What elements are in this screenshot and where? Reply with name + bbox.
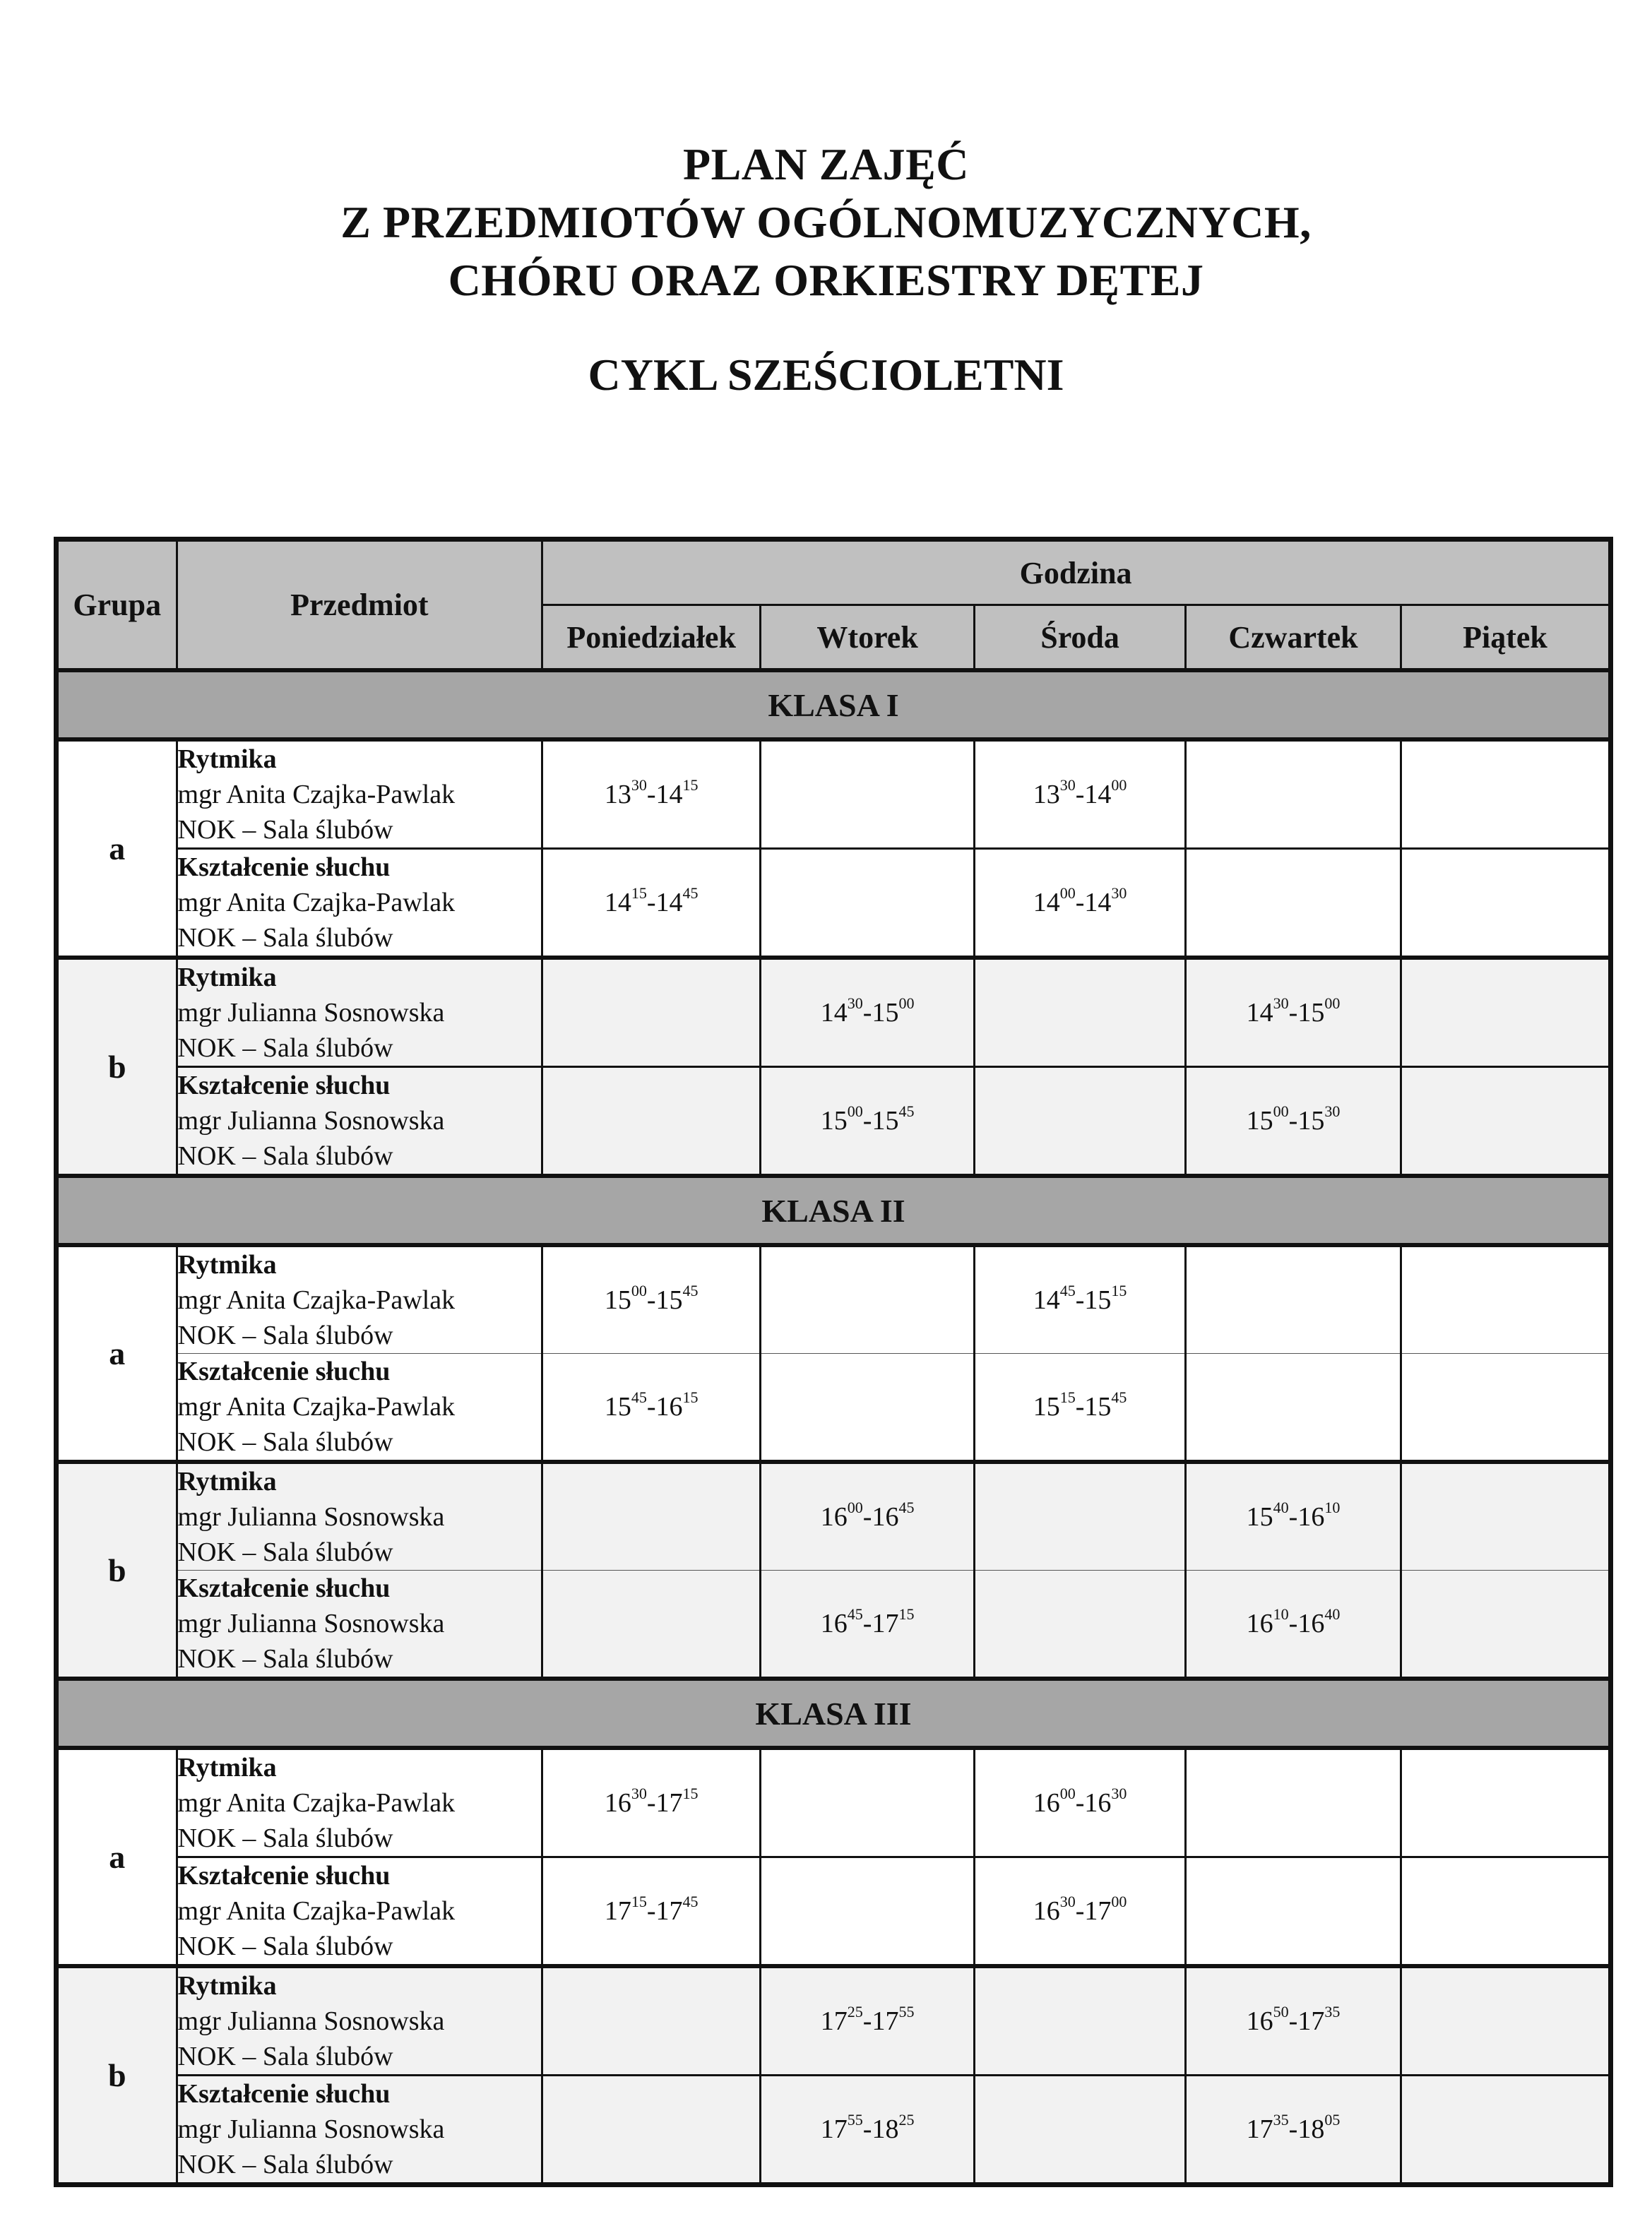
start-hour: 16	[1246, 1609, 1273, 1638]
subtitle: CYKL SZEŚCIOLETNI	[588, 350, 1064, 400]
room-name: NOK – Sala ślubów	[177, 1141, 393, 1171]
start-hour: 14	[820, 998, 848, 1028]
end-minute: 15	[682, 776, 699, 794]
end-minute: 15	[898, 1605, 915, 1623]
time-separator: -	[862, 1502, 872, 1532]
start-minute: 30	[1273, 994, 1289, 1012]
start-minute: 30	[631, 776, 647, 794]
end-hour: 17	[1084, 1896, 1112, 1926]
end-minute: 45	[682, 884, 699, 902]
class-header: KLASA III	[57, 1679, 1611, 1748]
time-cell-monday	[542, 1857, 761, 1967]
time-separator: -	[1288, 1609, 1298, 1638]
time-cell-thursday	[1186, 1571, 1401, 1679]
start-minute: 25	[847, 2003, 863, 2020]
end-minute: 45	[682, 1282, 699, 1299]
time-cell-monday	[542, 1571, 761, 1679]
subject-name: Kształcenie słuchu	[177, 852, 391, 882]
time-cell-wednesday	[975, 1857, 1186, 1967]
room-name: NOK – Sala ślubów	[177, 2042, 393, 2071]
room-name: NOK – Sala ślubów	[177, 1823, 393, 1853]
schedule-row	[57, 1966, 1611, 2076]
schedule-row	[57, 1354, 1611, 1463]
start-minute: 55	[847, 2111, 863, 2129]
title-line-2: Z PRZEDMIOTÓW OGÓLNOMUZYCZNYCH,	[340, 197, 1312, 247]
time-cell-tuesday	[761, 1571, 975, 1679]
subject-name: Rytmika	[177, 1467, 277, 1496]
start-hour: 17	[1246, 2114, 1273, 2144]
subject-cell	[177, 849, 542, 958]
teacher-name: mgr Julianna Sosnowska	[177, 1502, 445, 1532]
end-hour: 14	[1084, 888, 1112, 917]
time-cell-thursday	[1186, 1354, 1401, 1463]
subject-cell	[177, 1571, 542, 1679]
end-minute: 30	[1111, 1785, 1127, 1802]
time-cell-friday	[1401, 1245, 1610, 1354]
end-hour: 15	[1297, 1106, 1325, 1136]
subject-cell	[177, 739, 542, 849]
room-name: NOK – Sala ślubów	[177, 815, 393, 845]
start-minute: 30	[847, 994, 863, 1012]
time-separator: -	[862, 1106, 872, 1136]
end-minute: 45	[682, 1893, 699, 1910]
end-minute: 00	[1111, 1893, 1127, 1910]
end-hour: 16	[872, 1502, 899, 1532]
time-cell-wednesday	[975, 1462, 1186, 1571]
teacher-name: mgr Anita Czajka-Pawlak	[177, 1392, 456, 1422]
end-hour: 14	[655, 780, 683, 809]
class-header: KLASA II	[57, 1176, 1611, 1245]
end-hour: 16	[1297, 1502, 1325, 1532]
time-cell-thursday	[1186, 1067, 1401, 1177]
room-name: NOK – Sala ślubów	[177, 1537, 393, 1567]
time-cell-thursday	[1186, 1748, 1401, 1857]
subject-name: Rytmika	[177, 1250, 277, 1280]
time-separator: -	[1075, 1896, 1085, 1926]
teacher-name: mgr Julianna Sosnowska	[177, 2114, 445, 2144]
header-day-thursday: Czwartek	[1186, 605, 1401, 671]
time-separator: -	[862, 2006, 872, 2036]
header-day-tuesday: Wtorek	[761, 605, 975, 671]
start-hour: 17	[820, 2114, 848, 2144]
schedule-table	[54, 537, 1613, 2187]
start-minute: 30	[631, 1785, 647, 1802]
time-cell-thursday	[1186, 739, 1401, 849]
subject-cell	[177, 1245, 542, 1354]
end-minute: 45	[898, 1102, 915, 1120]
time-cell-friday	[1401, 849, 1610, 958]
teacher-name: mgr Anita Czajka-Pawlak	[177, 1285, 456, 1315]
time-cell-friday	[1401, 1748, 1610, 1857]
room-name: NOK – Sala ślubów	[177, 923, 393, 953]
schedule-row	[57, 2076, 1611, 2185]
start-minute: 00	[1273, 1102, 1289, 1120]
title-line-1: PLAN ZAJĘĆ	[682, 139, 970, 189]
time-separator: -	[1075, 888, 1085, 917]
time-cell-tuesday	[761, 1354, 975, 1463]
time-cell-tuesday	[761, 1245, 975, 1354]
schedule-row	[57, 1462, 1611, 1571]
time-cell-monday	[542, 1748, 761, 1857]
start-hour: 15	[820, 1106, 848, 1136]
subject-name: Kształcenie słuchu	[177, 1573, 391, 1603]
group-label: a	[57, 739, 177, 958]
header-group: Grupa	[57, 540, 177, 671]
teacher-name: mgr Anita Czajka-Pawlak	[177, 1896, 456, 1926]
start-hour: 15	[604, 1392, 631, 1422]
start-minute: 15	[631, 884, 647, 902]
time-separator: -	[1288, 1502, 1298, 1532]
schedule-row	[57, 1067, 1611, 1177]
end-minute: 15	[682, 1785, 699, 1802]
time-cell-friday	[1401, 2076, 1610, 2185]
time-cell-monday	[542, 1966, 761, 2076]
start-hour: 14	[1033, 888, 1060, 917]
room-name: NOK – Sala ślubów	[177, 1932, 393, 1961]
end-hour: 17	[1297, 2006, 1325, 2036]
schedule-row	[57, 958, 1611, 1067]
start-minute: 10	[1273, 1605, 1289, 1623]
schedule-row	[57, 1748, 1611, 1857]
teacher-name: mgr Anita Czajka-Pawlak	[177, 888, 456, 917]
title-block	[0, 136, 1652, 404]
schedule-body	[57, 670, 1611, 2185]
start-hour: 13	[604, 780, 631, 809]
time-cell-wednesday	[975, 849, 1186, 958]
end-minute: 30	[1324, 1102, 1341, 1120]
time-cell-wednesday	[975, 958, 1186, 1067]
time-cell-friday	[1401, 958, 1610, 1067]
start-hour: 16	[820, 1502, 848, 1532]
room-name: NOK – Sala ślubów	[177, 1321, 393, 1350]
start-hour: 16	[1033, 1896, 1060, 1926]
time-cell-friday	[1401, 1571, 1610, 1679]
time-cell-wednesday	[975, 1966, 1186, 2076]
time-separator: -	[646, 1285, 656, 1315]
start-minute: 30	[1059, 776, 1076, 794]
end-minute: 45	[898, 1499, 915, 1516]
time-cell-monday	[542, 958, 761, 1067]
start-hour: 15	[1033, 1392, 1060, 1422]
time-cell-friday	[1401, 739, 1610, 849]
group-label: b	[57, 958, 177, 1176]
time-separator: -	[1075, 780, 1085, 809]
class-header: KLASA I	[57, 670, 1611, 739]
time-separator: -	[1288, 2006, 1298, 2036]
end-hour: 17	[655, 1896, 683, 1926]
start-minute: 00	[1059, 884, 1076, 902]
room-name: NOK – Sala ślubów	[177, 1427, 393, 1457]
time-cell-monday	[542, 2076, 761, 2185]
end-hour: 17	[655, 1788, 683, 1818]
time-cell-thursday	[1186, 1245, 1401, 1354]
start-minute: 00	[847, 1499, 863, 1516]
end-minute: 00	[898, 994, 915, 1012]
subject-cell	[177, 2076, 542, 2185]
time-separator: -	[862, 2114, 872, 2144]
end-minute: 10	[1324, 1499, 1341, 1516]
time-cell-wednesday	[975, 1067, 1186, 1177]
start-minute: 45	[1059, 1282, 1076, 1299]
time-separator: -	[646, 1896, 656, 1926]
end-minute: 45	[1111, 1388, 1127, 1406]
schedule-row	[57, 849, 1611, 958]
start-minute: 35	[1273, 2111, 1289, 2129]
time-separator: -	[646, 1392, 656, 1422]
teacher-name: mgr Anita Czajka-Pawlak	[177, 1788, 456, 1818]
time-separator: -	[646, 780, 656, 809]
end-hour: 14	[1084, 780, 1112, 809]
time-cell-thursday	[1186, 2076, 1401, 2185]
start-minute: 45	[847, 1605, 863, 1623]
time-cell-thursday	[1186, 958, 1401, 1067]
end-hour: 18	[1297, 2114, 1325, 2144]
time-cell-friday	[1401, 1966, 1610, 2076]
end-minute: 25	[898, 2111, 915, 2129]
time-cell-monday	[542, 1245, 761, 1354]
end-hour: 15	[1084, 1285, 1112, 1315]
end-minute: 05	[1324, 2111, 1341, 2129]
schedule-row	[57, 739, 1611, 849]
start-hour: 14	[1033, 1285, 1060, 1315]
end-hour: 15	[872, 998, 899, 1028]
time-cell-wednesday	[975, 1571, 1186, 1679]
start-hour: 15	[1246, 1106, 1273, 1136]
end-hour: 14	[655, 888, 683, 917]
time-cell-thursday	[1186, 1966, 1401, 2076]
time-cell-friday	[1401, 1857, 1610, 1967]
start-hour: 17	[604, 1896, 631, 1926]
start-hour: 13	[1033, 780, 1060, 809]
end-hour: 15	[872, 1106, 899, 1136]
start-hour: 16	[1246, 2006, 1273, 2036]
time-separator: -	[1075, 1788, 1085, 1818]
end-minute: 15	[1111, 1282, 1127, 1299]
time-separator: -	[1288, 1106, 1298, 1136]
time-cell-monday	[542, 739, 761, 849]
start-hour: 16	[1033, 1788, 1060, 1818]
time-separator: -	[1075, 1285, 1085, 1315]
start-hour: 15	[1246, 1502, 1273, 1532]
start-minute: 00	[631, 1282, 647, 1299]
room-name: NOK – Sala ślubów	[177, 2150, 393, 2179]
end-hour: 16	[655, 1392, 683, 1422]
time-cell-tuesday	[761, 1748, 975, 1857]
time-cell-wednesday	[975, 1245, 1186, 1354]
end-minute: 00	[1111, 776, 1127, 794]
subject-cell	[177, 1354, 542, 1463]
group-label: b	[57, 1462, 177, 1679]
subject-name: Rytmika	[177, 963, 277, 992]
end-minute: 15	[682, 1388, 699, 1406]
class-header-row	[57, 670, 1611, 739]
subject-cell	[177, 1966, 542, 2076]
time-separator: -	[862, 998, 872, 1028]
header-subject: Przedmiot	[177, 540, 542, 671]
end-hour: 15	[1297, 998, 1325, 1028]
time-cell-tuesday	[761, 739, 975, 849]
end-hour: 18	[872, 2114, 899, 2144]
start-minute: 00	[847, 1102, 863, 1120]
header-hours: Godzina	[542, 540, 1611, 605]
start-minute: 00	[1059, 1785, 1076, 1802]
time-cell-friday	[1401, 1354, 1610, 1463]
subject-cell	[177, 1462, 542, 1571]
time-cell-tuesday	[761, 2076, 975, 2185]
time-cell-friday	[1401, 1067, 1610, 1177]
start-minute: 15	[631, 1893, 647, 1910]
header-day-friday: Piątek	[1401, 605, 1610, 671]
room-name: NOK – Sala ślubów	[177, 1033, 393, 1063]
subject-cell	[177, 1748, 542, 1857]
time-separator: -	[646, 1788, 656, 1818]
start-minute: 15	[1059, 1388, 1076, 1406]
schedule-row	[57, 1571, 1611, 1679]
subject-name: Kształcenie słuchu	[177, 1071, 391, 1100]
time-cell-thursday	[1186, 1462, 1401, 1571]
end-hour: 15	[655, 1285, 683, 1315]
teacher-name: mgr Julianna Sosnowska	[177, 998, 445, 1028]
teacher-name: mgr Julianna Sosnowska	[177, 1609, 445, 1638]
end-hour: 16	[1297, 1609, 1325, 1638]
class-header-row	[57, 1176, 1611, 1245]
start-minute: 45	[631, 1388, 647, 1406]
teacher-name: mgr Anita Czajka-Pawlak	[177, 780, 456, 809]
end-minute: 40	[1324, 1605, 1341, 1623]
time-separator: -	[646, 888, 656, 917]
time-cell-tuesday	[761, 849, 975, 958]
time-cell-monday	[542, 1462, 761, 1571]
start-hour: 14	[604, 888, 631, 917]
subject-name: Kształcenie słuchu	[177, 2079, 391, 2109]
start-hour: 14	[1246, 998, 1273, 1028]
end-minute: 55	[898, 2003, 915, 2020]
class-header-row	[57, 1679, 1611, 1748]
subject-name: Rytmika	[177, 1753, 277, 1782]
subject-name: Kształcenie słuchu	[177, 1357, 391, 1386]
time-cell-tuesday	[761, 958, 975, 1067]
start-hour: 15	[604, 1285, 631, 1315]
schedule-row	[57, 1245, 1611, 1354]
start-minute: 30	[1059, 1893, 1076, 1910]
start-minute: 50	[1273, 2003, 1289, 2020]
time-cell-monday	[542, 1067, 761, 1177]
end-hour: 17	[872, 2006, 899, 2036]
subject-cell	[177, 958, 542, 1067]
end-hour: 17	[872, 1609, 899, 1638]
header-day-monday: Poniedziałek	[542, 605, 761, 671]
time-cell-wednesday	[975, 739, 1186, 849]
time-cell-monday	[542, 1354, 761, 1463]
time-cell-wednesday	[975, 2076, 1186, 2185]
time-cell-wednesday	[975, 1354, 1186, 1463]
time-separator: -	[1075, 1392, 1085, 1422]
teacher-name: mgr Julianna Sosnowska	[177, 1106, 445, 1136]
start-hour: 16	[604, 1788, 631, 1818]
time-cell-tuesday	[761, 1857, 975, 1967]
time-separator: -	[1288, 2114, 1298, 2144]
end-minute: 30	[1111, 884, 1127, 902]
teacher-name: mgr Julianna Sosnowska	[177, 2006, 445, 2036]
header-day-wednesday: Środa	[975, 605, 1186, 671]
end-hour: 15	[1084, 1392, 1112, 1422]
time-cell-wednesday	[975, 1748, 1186, 1857]
group-label: a	[57, 1748, 177, 1966]
subject-cell	[177, 1067, 542, 1177]
title-line-3: CHÓRU ORAZ ORKIESTRY DĘTEJ	[448, 255, 1204, 305]
start-hour: 17	[820, 2006, 848, 2036]
time-separator: -	[862, 1609, 872, 1638]
room-name: NOK – Sala ślubów	[177, 1644, 393, 1674]
subject-cell	[177, 1857, 542, 1967]
time-cell-thursday	[1186, 1857, 1401, 1967]
start-hour: 16	[820, 1609, 848, 1638]
time-cell-monday	[542, 849, 761, 958]
time-cell-tuesday	[761, 1966, 975, 2076]
start-minute: 40	[1273, 1499, 1289, 1516]
group-label: a	[57, 1245, 177, 1462]
end-minute: 35	[1324, 2003, 1341, 2020]
time-cell-friday	[1401, 1462, 1610, 1571]
time-cell-tuesday	[761, 1462, 975, 1571]
subject-name: Rytmika	[177, 1971, 277, 2001]
time-cell-thursday	[1186, 849, 1401, 958]
subject-name: Kształcenie słuchu	[177, 1861, 391, 1891]
time-cell-tuesday	[761, 1067, 975, 1177]
end-hour: 16	[1084, 1788, 1112, 1818]
end-minute: 00	[1324, 994, 1341, 1012]
time-separator: -	[1288, 998, 1298, 1028]
schedule-row	[57, 1857, 1611, 1967]
group-label: b	[57, 1966, 177, 2185]
subject-name: Rytmika	[177, 744, 277, 774]
